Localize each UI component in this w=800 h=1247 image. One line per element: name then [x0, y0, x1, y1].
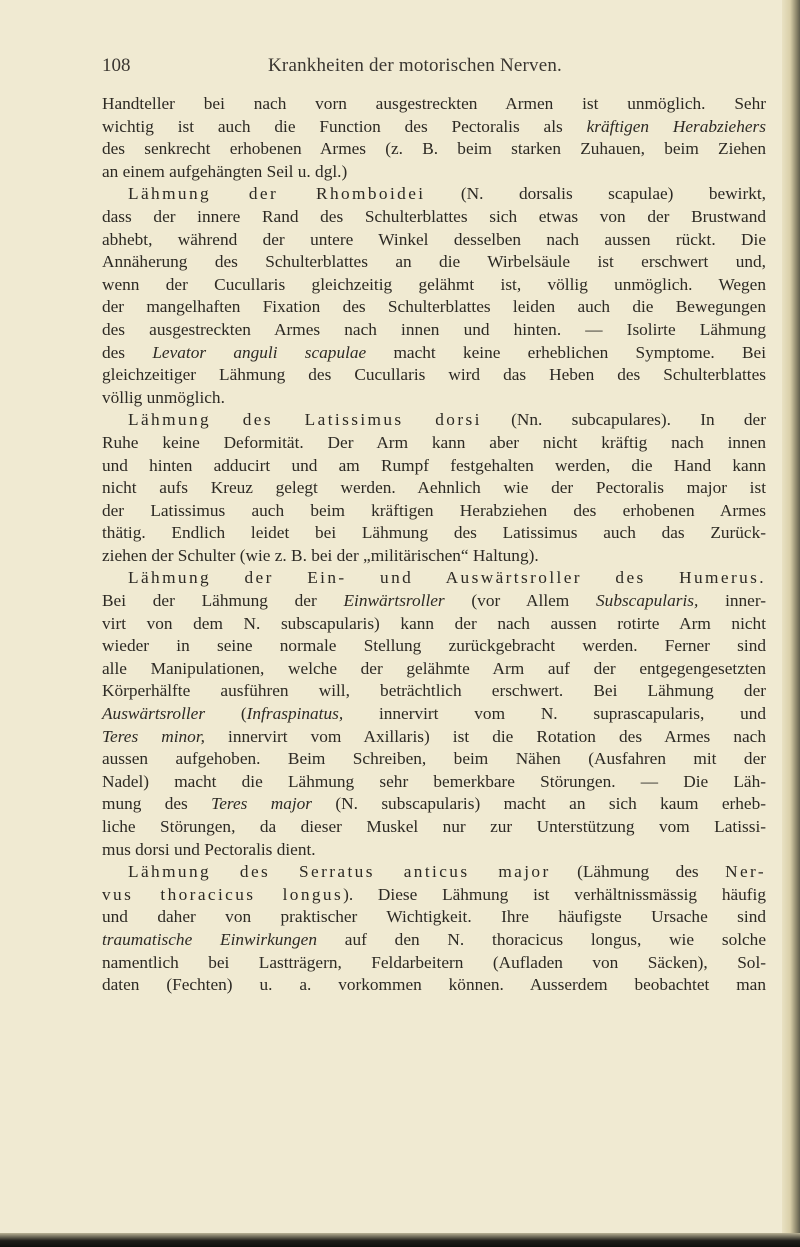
text-line — [102, 680, 766, 703]
text-line — [102, 703, 766, 726]
italic-term: Einwärtsroller — [343, 591, 445, 611]
text-run: (N. dorsalis scapulae) bewirkt, — [425, 184, 766, 204]
text-line — [102, 161, 766, 184]
spaced-heading: Lähmung des Serratus anticus major — [128, 862, 551, 882]
text-run: mung des — [102, 794, 212, 814]
text-line — [102, 477, 766, 500]
text-run: gleichzeitiger Lähmung des Cucullaris wird das Heben des Schulterblattes — [102, 365, 766, 385]
text-run: nicht aufs Kreuz gelegt werden. Aehnlich wie der Pectoralis major ist — [102, 478, 766, 498]
text-run: ). Diese Lähmung ist verhältnissmässig häufig — [343, 884, 766, 904]
italic-term: Infraspinatus, — [246, 704, 344, 724]
text-run: der Latissimus auch beim kräftigen Herabziehen des erhobenen Armes — [102, 500, 766, 520]
text-run: abhebt, während der untere Winkel desselben nach aussen rückt. Die — [102, 229, 766, 249]
text-line — [102, 274, 766, 297]
italic-term: Auswärtsroller — [102, 704, 206, 724]
text-run: Annäherung des Schulterblattes an die Wirbelsäule ist erschwert und, — [102, 252, 766, 272]
text-line — [102, 929, 766, 952]
text-run: liche Störungen, da dieser Muskel nur zur Unterstützung vom Latissi- — [102, 817, 766, 836]
text-run: (Lähmung des — [550, 862, 726, 882]
text-run: dass der innere Rand des Schulterblattes sich etwas von der Brustwand — [102, 206, 766, 226]
text-line — [102, 545, 766, 568]
italic-term: traumatische Einwirkungen — [102, 929, 317, 949]
text-run: (vor Allem — [444, 591, 597, 611]
italic-term: Teres minor, — [102, 726, 205, 746]
spaced-heading: vus thoracicus longus — [102, 884, 344, 904]
text-line — [102, 658, 766, 681]
text-run: mus dorsi und Pectoralis dient. — [102, 839, 316, 859]
page-edge — [782, 0, 800, 1247]
text-line — [102, 839, 766, 862]
bottom-edge — [0, 1233, 800, 1247]
text-run: thätig. Endlich leidet bei Lähmung des Latissimus auch das Zurück- — [102, 523, 766, 543]
text-run: (N. subscapularis) macht an sich kaum erheb- — [312, 794, 766, 814]
text-line — [102, 635, 766, 658]
text-line — [102, 861, 766, 884]
text-line — [102, 952, 766, 975]
italic-term: Subscapularis, — [596, 591, 699, 611]
text-line — [102, 251, 766, 274]
text-run: innervirt vom Axillaris) ist die Rotation des Armes nach — [204, 726, 766, 746]
text-run: wenn der Cucullaris gleichzeitig gelähmt ist, völlig unmöglich. Wegen — [102, 274, 766, 294]
spaced-heading: Lähmung der Rhomboidei — [128, 184, 426, 204]
text-line — [102, 748, 766, 771]
text-run: inner- — [698, 591, 766, 611]
text-run: namentlich bei Lastträgern, Feldarbeitern (Aufladen von Säcken), Sol- — [102, 952, 766, 972]
text-run: (Nn. subcapulares). In der — [481, 410, 766, 430]
text-line — [102, 183, 766, 206]
text-line — [102, 387, 766, 410]
text-line — [102, 138, 766, 161]
text-run: auf den N. thoracicus longus, wie solche — [317, 929, 766, 949]
spaced-heading: Lähmung des Latissimus dorsi — [128, 410, 482, 430]
text-run: Körperhälfte ausführen will, beträchtlich erschwert. Bei Lähmung der — [102, 681, 766, 701]
text-line — [102, 319, 766, 342]
text-run: Bei der Lähmung der — [102, 591, 344, 611]
running-title: Krankheiten der motorischen Nerven. — [268, 55, 563, 76]
body-text — [102, 93, 766, 997]
text-run: aussen aufgehoben. Beim Schreiben, beim Nähen (Ausfahren mit der — [102, 749, 766, 769]
text-run: wieder in seine normale Stellung zurückgebracht werden. Ferner sind — [102, 636, 766, 656]
text-line — [102, 522, 766, 545]
text-run: ( — [205, 704, 247, 724]
text-line — [102, 206, 766, 229]
text-run: daten (Fechten) u. a. vorkommen können. Ausserdem beobachtet man — [102, 975, 766, 995]
text-run: innervirt vom N. suprascapularis, und — [343, 704, 767, 724]
text-run: virt von dem N. subscapularis) kann der nach aussen rotirte Arm nicht — [102, 613, 766, 633]
text-run: und hinten adducirt und am Rumpf festgehalten werden, die Hand kann — [102, 455, 766, 475]
text-line — [102, 613, 766, 636]
page-number: 108 — [102, 55, 131, 76]
text-run: des ausgestreckten Armes nach innen und hinten. — Isolirte Lähmung — [102, 319, 766, 339]
text-run: wichtig ist auch die Function des Pectoralis als — [102, 116, 587, 136]
text-line — [102, 590, 766, 613]
text-run: alle Manipulationen, welche der gelähmte Arm auf der entgegengesetzten — [102, 658, 766, 678]
text-line — [102, 974, 766, 997]
italic-term: kräftigen Herabziehers — [586, 116, 766, 136]
text-line — [102, 816, 766, 839]
text-line — [102, 884, 766, 907]
text-line — [102, 342, 766, 365]
text-run: Handteller bei nach vorn ausgestreckten Armen ist unmöglich. Sehr — [102, 94, 766, 113]
text-line — [102, 296, 766, 319]
italic-term: Levator anguli scapulae — [152, 342, 367, 362]
text-line — [102, 771, 766, 794]
text-line — [102, 500, 766, 523]
text-line — [102, 116, 766, 139]
text-run: ziehen der Schulter (wie z. B. bei der „militärischen“ Haltung). — [102, 545, 539, 565]
spaced-heading: Lähmung der Ein- und Auswärtsroller des Humerus. — [128, 568, 766, 588]
text-line — [102, 409, 766, 432]
text-line — [102, 726, 766, 749]
spaced-heading: Ner- — [725, 862, 766, 882]
text-run: an einem aufgehängten Seil u. dgl.) — [102, 161, 348, 181]
text-line — [102, 93, 766, 116]
italic-term: Teres major — [211, 794, 313, 814]
text-line — [102, 364, 766, 387]
text-run: des senkrecht erhobenen Armes (z. B. beim starken Zuhauen, beim Ziehen — [102, 139, 766, 159]
text-line — [102, 567, 766, 590]
text-run: völlig unmöglich. — [102, 387, 225, 407]
text-run: der mangelhaften Fixation des Schulterblattes leiden auch die Bewegungen — [102, 297, 766, 317]
text-line — [102, 793, 766, 816]
text-run: des — [102, 342, 153, 362]
text-line — [102, 432, 766, 455]
text-line — [102, 455, 766, 478]
text-run: Nadel) macht die Lähmung sehr bemerkbare Störungen. — Die Läh- — [102, 771, 766, 791]
page-header — [102, 55, 762, 83]
text-run: und daher von praktischer Wichtigkeit. Ihre häufigste Ursache sind — [102, 907, 766, 927]
text-run: Ruhe keine Deformität. Der Arm kann aber nicht kräftig nach innen — [102, 432, 766, 452]
text-run: macht keine erheblichen Symptome. Bei — [366, 342, 766, 362]
text-line — [102, 229, 766, 252]
text-line — [102, 906, 766, 929]
